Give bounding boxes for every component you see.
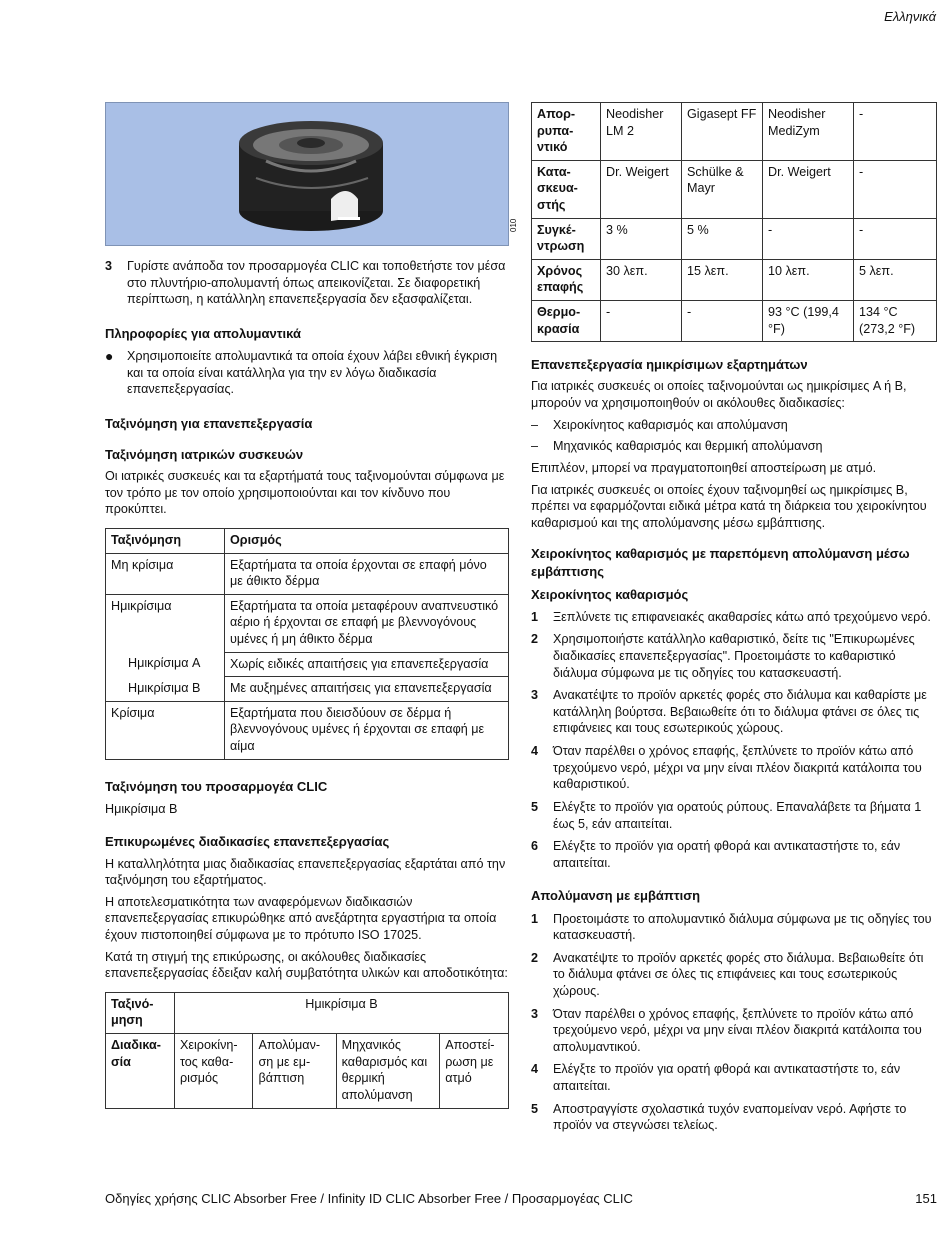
table-cell: Χρόνος επαφής xyxy=(532,259,601,300)
step-text: Προετοιμάστε το απολυμαντικό διάλυμα σύμφωνα με τις οδηγίες του κατασκευαστή. xyxy=(553,911,932,943)
step-number: 4 xyxy=(531,744,539,759)
validated-paragraph-2: Η αποτελεσματικότητα των αναφερόμενων διαδικασιών επανεπεξεργασίας επικυρώθηκε από ανεξάρτητα εργαστήρια τα οποία έχουν πιστοποιηθεί σύμφωνα με το πρότυπο ISO 17025. xyxy=(105,894,497,943)
clic-value: Ημικρίσιμα B xyxy=(105,801,178,816)
right-column xyxy=(531,102,937,1134)
page-footer xyxy=(105,1190,937,1207)
step-text: Ελέγξτε το προϊόν για ορατούς ρύπους. Επαναλάβετε τα βήματα 1 έως 5, εάν απαιτείται. xyxy=(553,799,922,831)
table-cell: Ημικρίσιμα B xyxy=(175,992,509,1033)
cleaning-step xyxy=(531,838,937,871)
immersion-step xyxy=(531,1061,937,1094)
footer-title: Οδηγίες χρήσης CLIC Absorber Free / Infinity ID CLIC Absorber Free / Προσαρμογέας CLIC xyxy=(105,1191,633,1206)
cleaning-steps xyxy=(531,609,937,872)
dash-marker: – xyxy=(531,417,539,432)
cleaning-step xyxy=(531,799,937,832)
table-row xyxy=(106,1034,509,1108)
table-cell: 15 λεπ. xyxy=(682,259,763,300)
table-cell: Gigasept FF xyxy=(682,103,763,161)
table-cell: Χειροκίνη-τος καθα-ρισμός xyxy=(175,1034,253,1108)
table-cell: 5 λεπ. xyxy=(854,259,937,300)
table-cell: Μη κρίσιμα xyxy=(106,553,225,594)
table-cell: Με αυξημένες απαιτήσεις για επανεπεξεργασία xyxy=(225,677,509,702)
table-row xyxy=(532,259,937,300)
table-cell: - xyxy=(854,160,937,218)
clic-adapter-figure xyxy=(105,102,509,246)
table-cell: 93 °C (199,4 °F) xyxy=(763,301,854,342)
table-cell: 134 °C (273,2 °F) xyxy=(854,301,937,342)
table-cell: Neodisher MediZym xyxy=(763,103,854,161)
step-text: Ξεπλύνετε τις επιφανειακές ακαθαρσίες κάτω από τρεχούμενο νερό. xyxy=(553,609,931,624)
step-number: 2 xyxy=(531,632,539,647)
table-row xyxy=(532,301,937,342)
immersion-step xyxy=(531,1101,937,1134)
table-row xyxy=(532,160,937,218)
step-text: Ανακατέψτε το προϊόν αρκετές φορές στο διάλυμα και καθαρίστε με κατάλληλη βούρτσα. Βεβαιωθείτε ότι το διάλυμα φτάνει σε όλες τις επιφάνειες και τους εσωτερικούς χώρους. xyxy=(553,688,927,736)
cleaning-step xyxy=(531,687,937,737)
step-text: Ελέγξτε το προϊόν για ορατή φθορά και αντικαταστήστε το, εάν απαιτείται. xyxy=(553,839,901,870)
step-number: 3 xyxy=(531,688,539,703)
bullet-text: Χρησιμοποιείτε απολυμαντικά τα οποία έχουν λάβει εθνική έγκριση και τα οποία είναι κατάλληλα για την εν λόγω διαδικασία επανεπεξεργασίας. xyxy=(127,348,498,397)
figure-code: 010 xyxy=(509,218,518,232)
table-cell: - xyxy=(854,218,937,259)
table-cell: Κρίσιμα xyxy=(106,701,225,759)
dash-item xyxy=(531,438,937,455)
table-cell: Εξαρτήματα τα οποία μεταφέρουν αναπνευστικό αέριο ή έρχονται σε επαφή με βλεννογόνους υμένες ή μη άθικτο δέρμα xyxy=(225,594,509,652)
validated-heading: Επικυρωμένες διαδικασίες επανεπεξεργασίας xyxy=(105,834,390,850)
table-row xyxy=(106,701,509,759)
table-cell: Συγκέ-ντρωση xyxy=(532,218,601,259)
immersion-step xyxy=(531,1006,937,1056)
medical-text: Οι ιατρικές συσκευές και τα εξαρτήματά τους ταξινομούνται σύμφωνα με τον τρόπο με τον οποίο χρησιμοποιούνται και τον κίνδυνο που προκύπτει. xyxy=(105,469,505,517)
step-number: 5 xyxy=(531,799,539,814)
step-text: Όταν παρέλθει ο χρόνος επαφής, ξεπλύνετε το προϊόν κάτω από τρεχούμενο νερό, μέχρι να μην είναι πλέον διακριτά κατάλοιπα του απολυμαντικού. xyxy=(553,1006,922,1054)
table-cell: 3 % xyxy=(601,218,682,259)
table-cell: Εξαρτήματα που διεισδύουν σε δέρμα ή βλεννογόνους υμένες ή έρχονται σε επαφή με αίμα xyxy=(225,701,509,759)
table-cell: Αποστεί-ρωση με ατμό xyxy=(440,1034,509,1108)
semi-paragraph-3: Για ιατρικές συσκευές οι οποίες έχουν ταξινομηθεί ως ημικρίσιμες B, πρέπει να εφαρμόζονται ειδικά μέτρα κατά τη διάρκεια του χειροκίνητου καθαρισμού και της απολύμανσης μέσω εμβάπτισης. xyxy=(531,482,927,530)
validated-paragraph-1: Η καταλληλότητα μιας διαδικασίας επανεπεξεργασίας εξαρτάται από την ταξινόμηση του εξαρτήματος. xyxy=(105,856,506,888)
table-row xyxy=(532,218,937,259)
table-row xyxy=(106,553,509,594)
table-cell: Ημικρίσιμα A xyxy=(106,652,225,677)
immersion-step xyxy=(531,911,937,944)
table-row xyxy=(106,677,509,702)
table-row xyxy=(106,992,509,1033)
table-row xyxy=(106,652,509,677)
cleaning-heading: Χειροκίνητος καθαρισμός xyxy=(531,586,689,602)
table-cell: Διαδικα-σία xyxy=(106,1034,175,1108)
dash-marker: – xyxy=(531,439,539,454)
table-cell: Dr. Weigert xyxy=(763,160,854,218)
table-cell: Απορ-ρυπα-ντικό xyxy=(532,103,601,161)
step-number: 6 xyxy=(531,839,539,854)
table-cell: Ημικρίσιμα xyxy=(106,594,225,652)
table-cell: Dr. Weigert xyxy=(601,160,682,218)
semi-paragraph-2: Επιπλέον, μπορεί να πραγματοποιηθεί αποστείρωση με ατμό. xyxy=(531,460,877,475)
step-text: Χρησιμοποιήστε κατάλληλο καθαριστικό, δείτε τις "Επικυρωμένες διαδικασίες επανεπεξεργασίας". Προετοιμάστε το καθαριστικό διάλυμα σύμφωνα με τις οδηγίες του κατασκευαστή. xyxy=(553,632,915,680)
step-number: 1 xyxy=(531,911,539,926)
table-cell: - xyxy=(601,301,682,342)
table-cell: Ταξινό-μηση xyxy=(106,992,175,1033)
table-cell: Ημικρίσιμα B xyxy=(106,677,225,702)
step-text: Ανακατέψτε το προϊόν αρκετές φορές στο διάλυμα. Βεβαιωθείτε ότι το διάλυμα φτάνει σε όλες τις επιφάνειες και τους εσωτερικούς χώρους. xyxy=(553,950,924,998)
left-column xyxy=(105,102,509,1109)
language-label: Ελληνικά xyxy=(884,9,936,24)
step-text: Ελέγξτε το προϊόν για ορατή φθορά και αντικαταστήστε το, εάν απαιτείται. xyxy=(553,1062,901,1093)
page-number: 151 xyxy=(915,1191,937,1206)
immersion-steps xyxy=(531,911,937,1134)
medical-heading: Ταξινόμηση ιατρικών συσκευών xyxy=(105,446,304,462)
table-header: Ορισμός xyxy=(225,528,509,553)
table-header: Ταξινόμηση xyxy=(106,528,225,553)
classification-table xyxy=(105,528,509,760)
table-cell: 30 λεπ. xyxy=(601,259,682,300)
table-cell: Κατα-σκευα-στής xyxy=(532,160,601,218)
dash-item xyxy=(531,417,937,434)
table-cell: Απολύμαν-ση με εμ-βάπτιση xyxy=(253,1034,336,1108)
table-row xyxy=(106,594,509,652)
step-3 xyxy=(105,258,509,308)
disinfectants-heading: Πληροφορίες για απολυμαντικά xyxy=(105,325,301,341)
step-text: Αποστραγγίστε σχολαστικά τυχόν εναπομείναν νερό. Αφήστε το προϊόν να στεγνώσει τελείως. xyxy=(553,1101,907,1133)
table-cell: - xyxy=(682,301,763,342)
bullet-icon: ● xyxy=(105,347,114,364)
dash-text: Μηχανικός καθαρισμός και θερμική απολύμανση xyxy=(553,439,823,454)
semi-paragraph-1: Για ιατρικές συσκευές οι οποίες ταξινομούνται ως ημικρίσιμες A ή B, μπορούν να χρησιμοποιηθούν οι ακόλουθες διαδικασίες: xyxy=(531,379,907,411)
classification-heading: Ταξινόμηση για επανεπεξεργασία xyxy=(105,415,313,431)
procedure-table xyxy=(105,992,509,1109)
step-text: Γυρίστε ανάποδα τον προσαρμογέα CLIC και τοποθετήστε τον μέσα στο πλυντήριο-απολυμαντή όπως απεικονίζεται. Σε διαφορετική περίπτωση, η κατάλληλη επανεπεξεργασία δεν εξασφαλίζεται. xyxy=(127,259,506,307)
detergent-table xyxy=(531,102,937,342)
table-cell: 5 % xyxy=(682,218,763,259)
table-cell: 10 λεπ. xyxy=(763,259,854,300)
table-cell: - xyxy=(763,218,854,259)
cleaning-step xyxy=(531,609,937,626)
table-cell: Neodisher LM 2 xyxy=(601,103,682,161)
step-number: 5 xyxy=(531,1101,539,1116)
table-cell: Θερμο-κρασία xyxy=(532,301,601,342)
disinfectants-bullet xyxy=(105,348,509,398)
clic-adapter-illustration xyxy=(106,103,508,245)
table-cell: Εξαρτήματα τα οποία έρχονται σε επαφή μόνο με άθικτο δέρμα xyxy=(225,553,509,594)
immersion-step xyxy=(531,950,937,1000)
step-text: Όταν παρέλθει ο χρόνος επαφής, ξεπλύνετε το προϊόν κάτω από τρεχούμενο νερό, μέχρι να μην είναι πλέον διακριτά κατάλοιπα του καθαριστικού. xyxy=(553,744,922,792)
semi-critical-heading: Επανεπεξεργασία ημικρίσιμων εξαρτημάτων xyxy=(531,357,808,373)
table-row xyxy=(532,103,937,161)
step-number: 1 xyxy=(531,609,539,624)
clic-heading: Ταξινόμηση του προσαρμογέα CLIC xyxy=(105,778,328,794)
table-cell: Χωρίς ειδικές απαιτήσεις για επανεπεξεργασία xyxy=(225,652,509,677)
step-number: 4 xyxy=(531,1062,539,1077)
step-number: 3 xyxy=(105,259,113,273)
dash-text: Χειροκίνητος καθαρισμός και απολύμανση xyxy=(553,417,788,432)
manual-heading: Χειροκίνητος καθαρισμός με παρεπόμενη απολύμανση μέσω εμβάπτισης xyxy=(531,546,910,579)
table-cell: Μηχανικός καθαρισμός και θερμική απολύμανση xyxy=(336,1034,440,1108)
step-number: 2 xyxy=(531,950,539,965)
table-cell: Schülke & Mayr xyxy=(682,160,763,218)
validated-paragraph-3: Κατά τη στιγμή της επικύρωσης, οι ακόλουθες διαδικασίες επανεπεξεργασίας έδειξαν καλή συμβατότητα υλικών και αποδοτικότητα: xyxy=(105,949,508,981)
immersion-heading: Απολύμανση με εμβάπτιση xyxy=(531,888,701,904)
cleaning-step xyxy=(531,743,937,793)
table-cell: - xyxy=(854,103,937,161)
step-number: 3 xyxy=(531,1006,539,1021)
cleaning-step xyxy=(531,631,937,681)
